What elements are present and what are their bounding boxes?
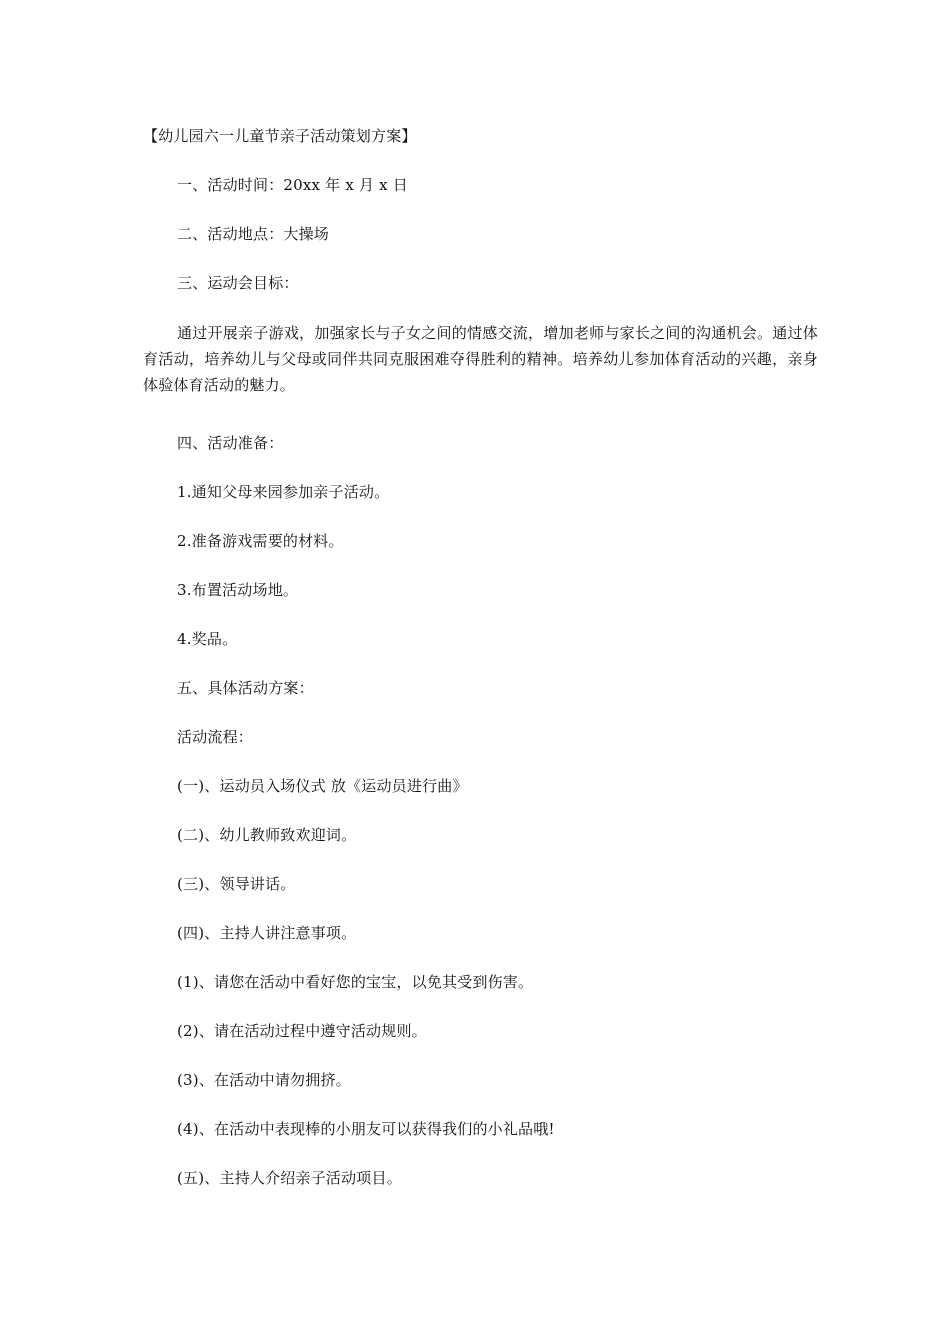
flow-item: (五)、主持人介绍亲子活动项目。 bbox=[177, 1169, 402, 1187]
flow-item: (一)、运动员入场仪式 放《运动员进行曲》 bbox=[177, 777, 468, 795]
flow-item: (1)、请您在活动中看好您的宝宝，以免其受到伤害。 bbox=[177, 973, 534, 991]
goal-heading: 三、运动会目标： bbox=[177, 274, 299, 292]
plan-heading: 五、具体活动方案： bbox=[177, 679, 314, 697]
prep-heading: 四、活动准备： bbox=[177, 434, 284, 452]
prep-item: 1.通知父母来园参加亲子活动。 bbox=[177, 483, 390, 501]
flow-heading: 活动流程： bbox=[177, 728, 254, 746]
flow-item: (3)、在活动中请勿拥挤。 bbox=[177, 1071, 351, 1089]
prep-item: 3.布置活动场地。 bbox=[177, 581, 299, 599]
flow-item: (四)、主持人讲注意事项。 bbox=[177, 924, 357, 942]
prep-item: 4.奖品。 bbox=[177, 630, 238, 648]
goal-paragraph: 通过开展亲子游戏，加强家长与子女之间的情感交流，增加老师与家长之间的沟通机会。通过体育活动，培养幼儿与父母或同伴共同克服困难夺得胜利的精神。培养幼儿参加体育活动的兴趣，亲身体验体育活动的魅力。 bbox=[143, 324, 818, 394]
flow-item: (2)、请在活动过程中遵守活动规则。 bbox=[177, 1022, 427, 1040]
flow-item: (三)、领导讲话。 bbox=[177, 875, 296, 893]
prep-item: 2.准备游戏需要的材料。 bbox=[177, 532, 344, 550]
activity-place: 二、活动地点：大操场 bbox=[177, 225, 330, 243]
document-title: 【幼儿园六一儿童节亲子活动策划方案】 bbox=[143, 127, 417, 145]
flow-item: (4)、在活动中表现棒的小朋友可以获得我们的小礼品哦! bbox=[177, 1120, 555, 1138]
activity-time: 一、活动时间：20xx 年 x 月 x 日 bbox=[177, 176, 408, 194]
flow-item: (二)、幼儿教师致欢迎词。 bbox=[177, 826, 357, 844]
